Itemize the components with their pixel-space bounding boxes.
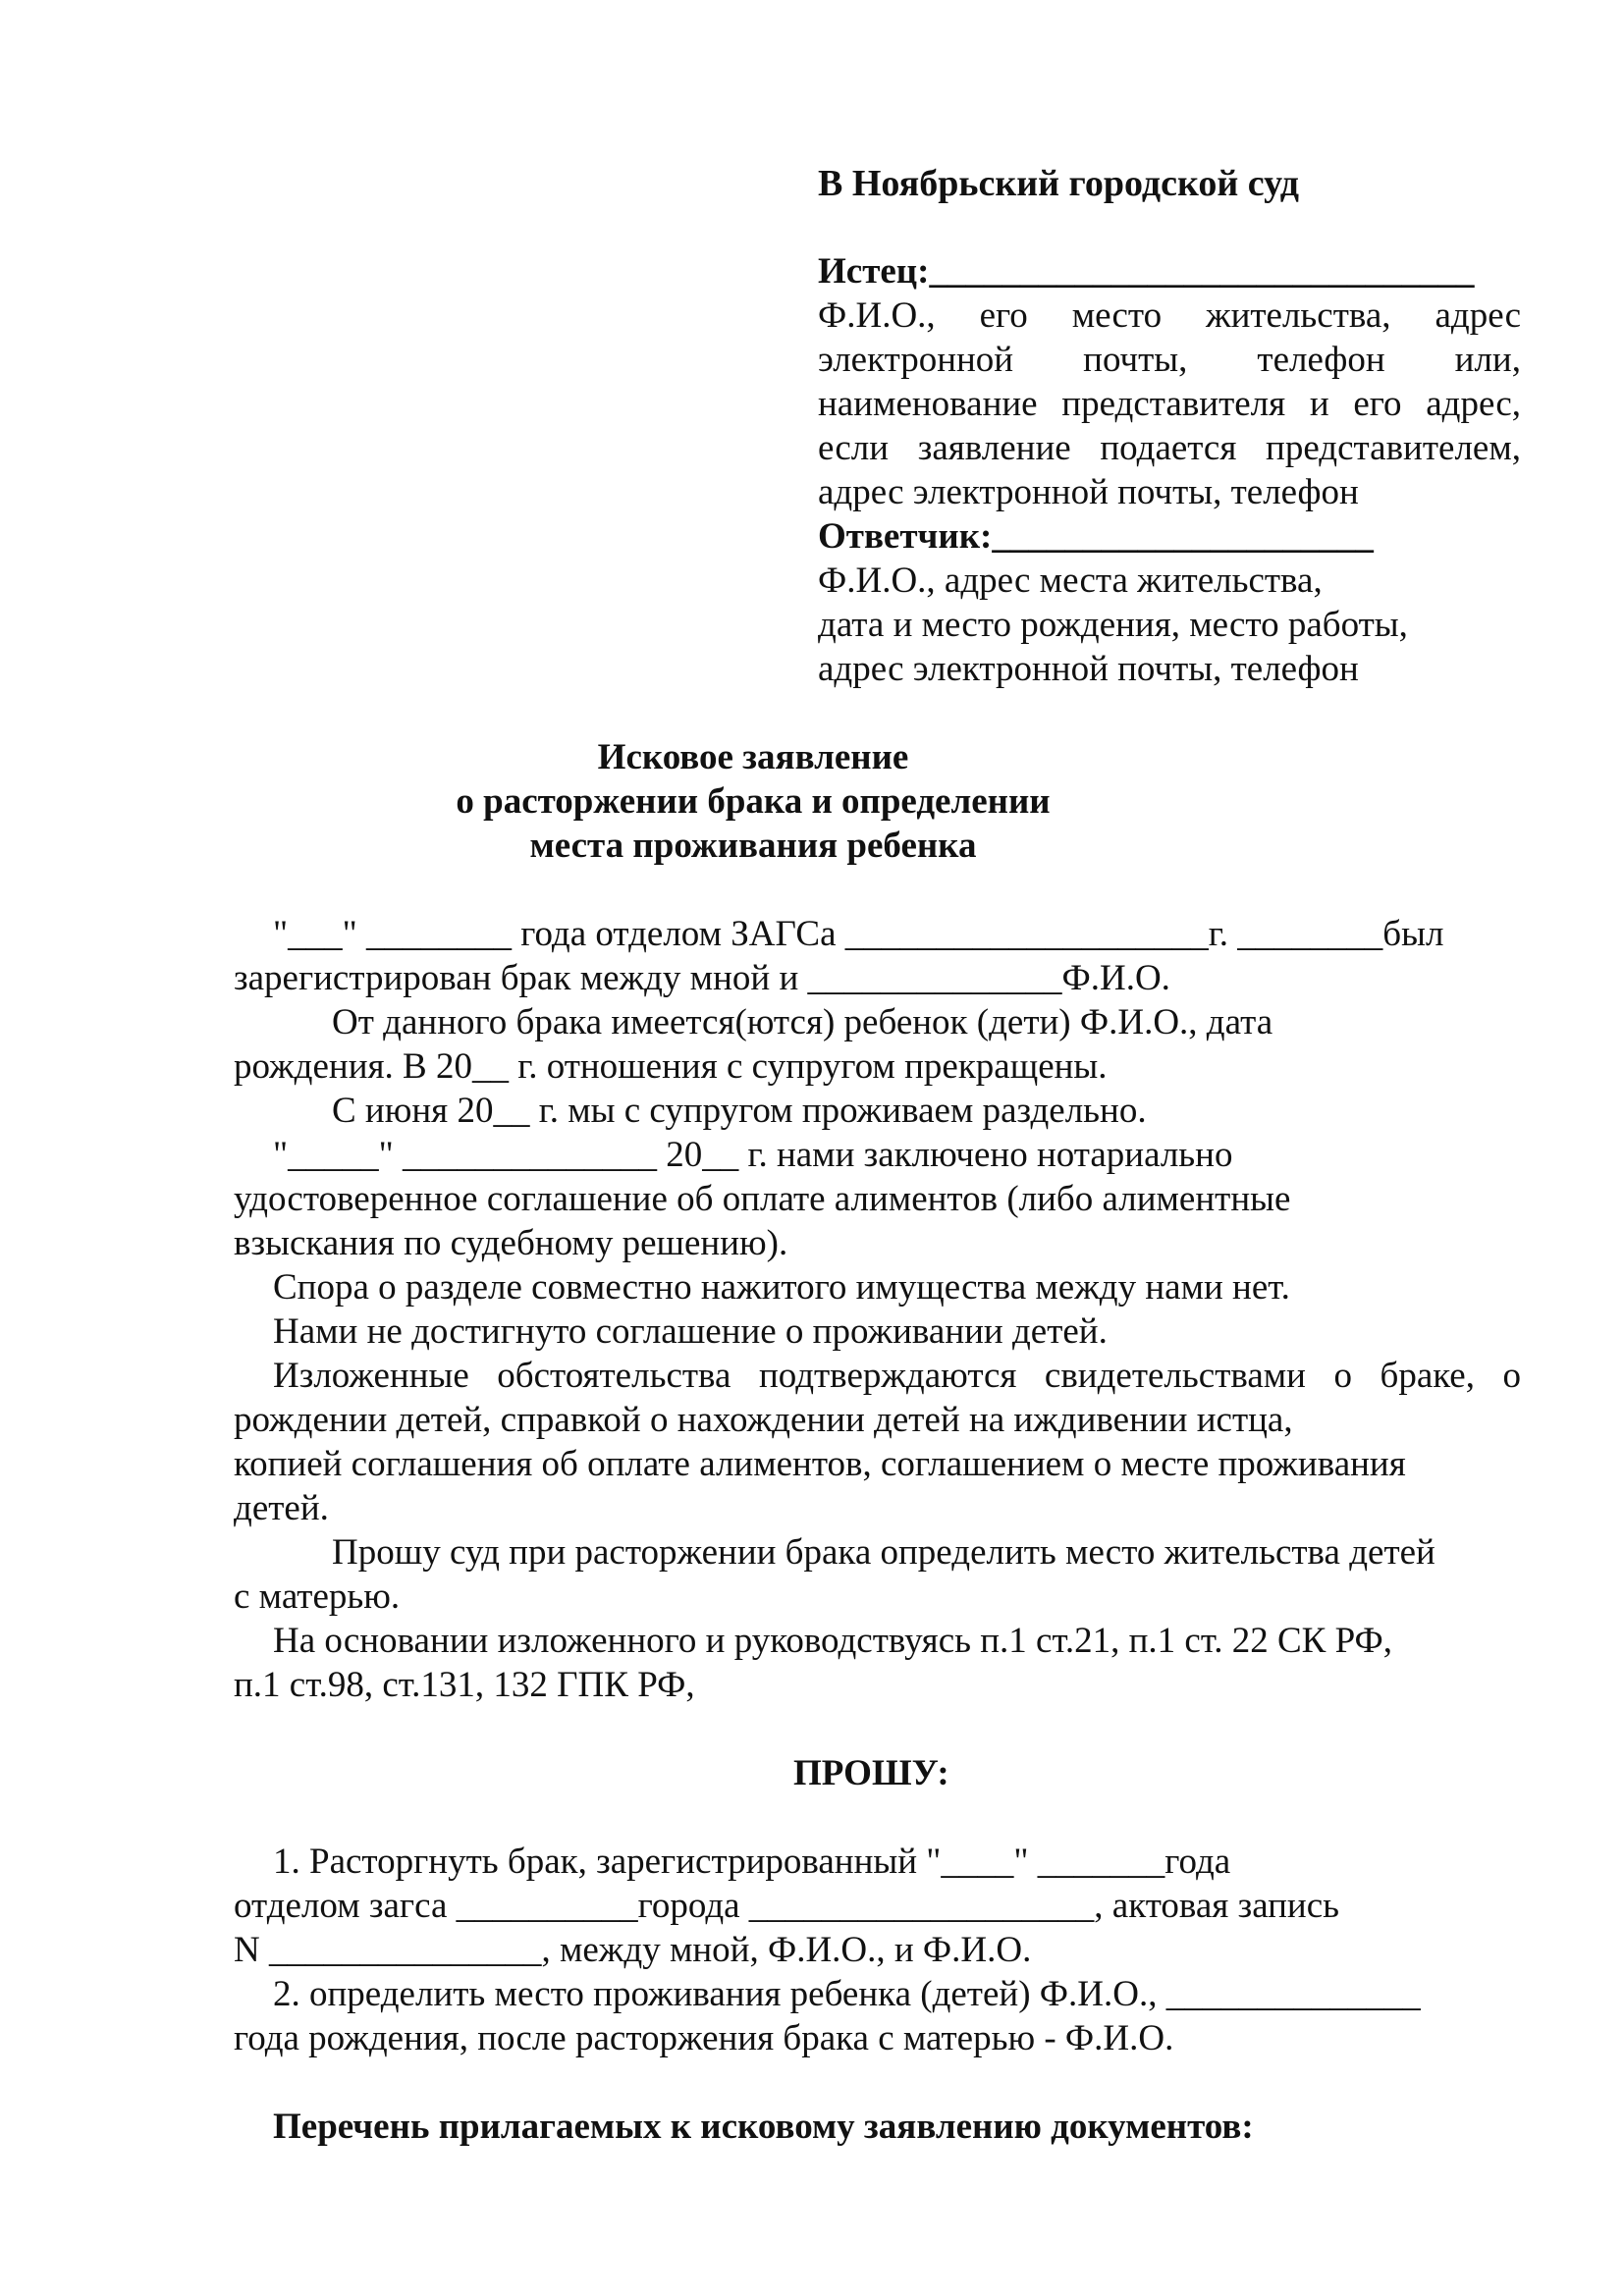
body-line: удостоверенное соглашение об оплате алиментов (либо алиментные: [234, 1179, 1291, 1219]
plaintiff-label: Истец:______________________________: [818, 251, 1475, 292]
plaintiff-line: электронной почты, телефон или,: [818, 340, 1521, 380]
body-line: Нами не достигнуто соглашение о проживании детей.: [273, 1311, 1108, 1352]
body-line: Изложенные обстоятельства подтверждаются свидетельствами о браке, о: [273, 1356, 1521, 1396]
plaintiff-line: Ф.И.О., его место жительства, адрес: [818, 295, 1521, 336]
plaintiff-line: наименование представителя и его адрес,: [818, 384, 1521, 424]
request-line: отделом загса __________города ___________________, актовая запись: [234, 1886, 1340, 1926]
plaintiff-line: адрес электронной почты, телефон: [818, 472, 1359, 512]
request-line: 2. определить место проживания ребенка (детей) Ф.И.О., ______________: [273, 1974, 1421, 2014]
document-title-line3: места проживания ребенка: [529, 826, 977, 866]
defendant-line: Ф.И.О., адрес места жительства,: [818, 561, 1323, 601]
document-title: Исковое заявление: [597, 737, 909, 777]
body-line: копией соглашения об оплате алиментов, соглашением о месте проживания: [234, 1444, 1406, 1484]
document-title-line2: о расторжении брака и определении: [456, 781, 1051, 822]
body-line: "___" ________ года отделом ЗАГСа ____________________г. ________был: [273, 914, 1444, 954]
body-line: рождении детей, справкой о нахождении детей на иждивении истца,: [234, 1400, 1293, 1440]
request-heading: ПРОШУ:: [793, 1753, 949, 1793]
defendant-label: Ответчик:_____________________: [818, 516, 1374, 557]
request-line: 1. Расторгнуть брак, зарегистрированный "____" _______года: [273, 1842, 1231, 1882]
body-line: с матерью.: [234, 1576, 401, 1617]
body-line: Прошу суд при расторжении брака определить место жительства детей: [332, 1532, 1435, 1573]
body-line: зарегистрирован брак между мной и ______________Ф.И.О.: [234, 958, 1170, 998]
body-line: п.1 ст.98, ст.131, 132 ГПК РФ,: [234, 1665, 695, 1705]
attachments-heading: Перечень прилагаемых к исковому заявлению документов:: [273, 2107, 1254, 2147]
plaintiff-line: если заявление подается представителем,: [818, 428, 1521, 468]
request-line: года рождения, после расторжения брака с матерью - Ф.И.О.: [234, 2018, 1174, 2058]
defendant-line: адрес электронной почты, телефон: [818, 649, 1359, 689]
defendant-line: дата и место рождения, место работы,: [818, 605, 1408, 645]
body-line: "_____" ______________ 20__ г. нами заключено нотариально: [273, 1135, 1233, 1175]
body-line: взыскания по судебному решению).: [234, 1223, 788, 1263]
body-line: От данного брака имеется(ются) ребенок (дети) Ф.И.О., дата: [332, 1002, 1273, 1042]
body-line: рождения. В 20__ г. отношения с супругом прекращены.: [234, 1046, 1108, 1087]
request-line: N _______________, между мной, Ф.И.О., и Ф.И.О.: [234, 1930, 1032, 1970]
body-line: С июня 20__ г. мы с супругом проживаем раздельно.: [332, 1091, 1147, 1131]
court-name: В Ноябрьский городской суд: [818, 163, 1299, 204]
body-line: детей.: [234, 1488, 329, 1528]
body-line: Спора о разделе совместно нажитого имущества между нами нет.: [273, 1267, 1290, 1308]
body-line: На основании изложенного и руководствуясь п.1 ст.21, п.1 ст. 22 СК РФ,: [273, 1621, 1392, 1661]
